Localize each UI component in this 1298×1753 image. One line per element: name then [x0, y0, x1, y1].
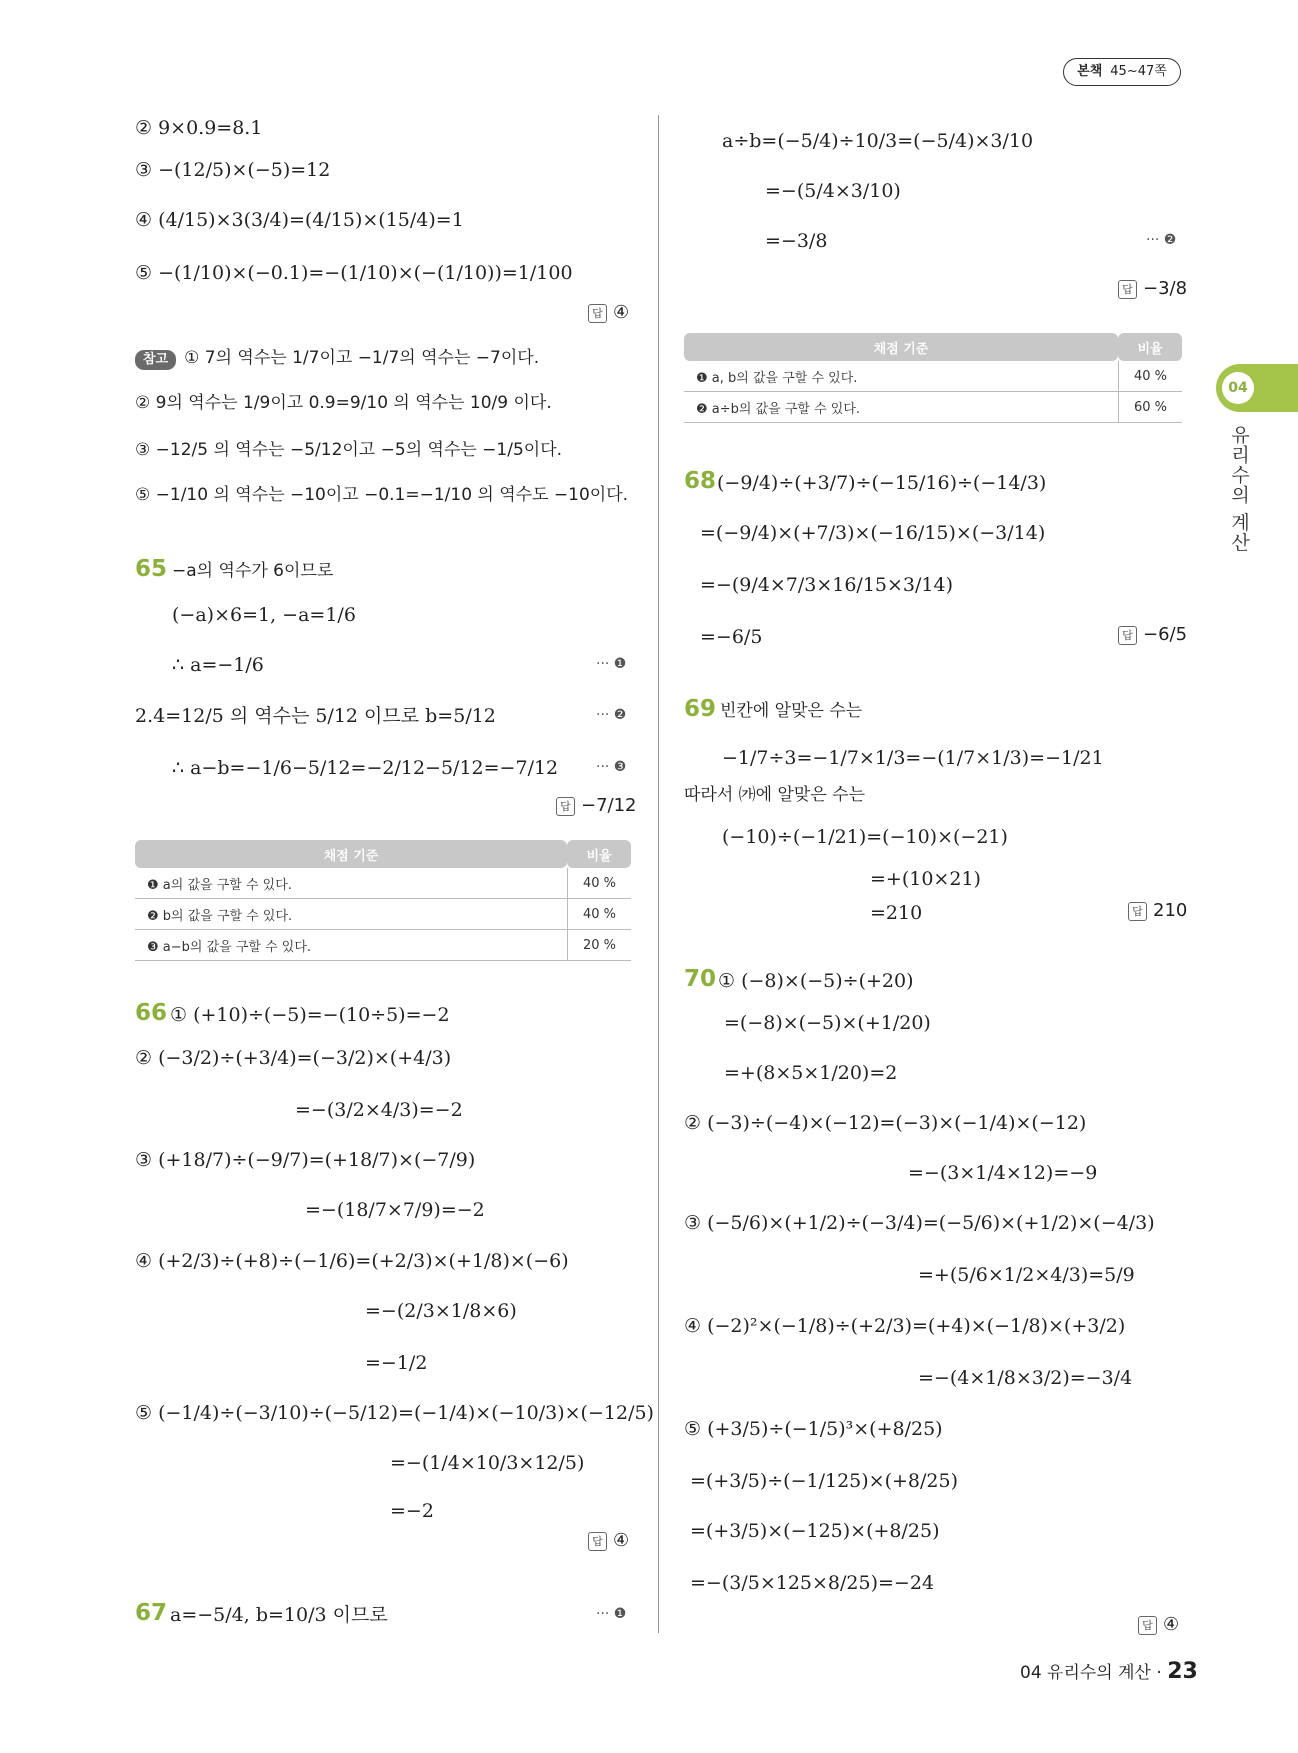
- solution-line: =+(5/6×1/2×4/3)=5/9: [918, 1264, 1135, 1286]
- answer-value: ④: [1163, 1614, 1180, 1635]
- grading-criterion: ❷ b의 값을 구할 수 있다.: [135, 899, 567, 930]
- grading-header-criteria: 채점 기준: [135, 840, 567, 868]
- answer-box-icon: 답: [588, 1532, 607, 1551]
- solution-line: =−6/5: [700, 626, 763, 648]
- answer-mark: [556, 795, 637, 816]
- solution-line: ⑤ (+3/5)÷(−1/5)³×(+8/25): [684, 1418, 943, 1440]
- solution-line: =+(10×21): [870, 868, 981, 890]
- solution-line: ③ (+18/7)÷(−9/7)=(+18/7)×(−7/9): [135, 1149, 476, 1171]
- answer-line: ③ −(12/5)×(−5)=12: [135, 159, 331, 181]
- grading-header-criteria: 채점 기준: [684, 333, 1118, 361]
- answer-mark: [588, 1530, 629, 1551]
- solution-line: =−(4×1/8×3/2)=−3/4: [918, 1367, 1133, 1389]
- page-number: 23: [1167, 1659, 1198, 1684]
- solution-line: =−1/2: [365, 1352, 428, 1374]
- note-text: ① 7의 역수는 1/7이고 −1/7의 역수는 −7이다.: [184, 348, 540, 368]
- grading-criterion: ❸ a−b의 값을 구할 수 있다.: [135, 930, 567, 961]
- chapter-number: 04: [1222, 372, 1254, 404]
- solution-line: (−10)÷(−1/21)=(−10)×(−21): [722, 826, 1008, 848]
- note-line: ⑤ −1/10 의 역수는 −10이고 −0.1=−1/10 의 역수도 −10이다.: [135, 485, 629, 505]
- solution-line: −a의 역수가 6이므로: [172, 561, 334, 581]
- solution-line: a=−5/4, b=10/3 이므로: [170, 1604, 388, 1626]
- grading-criterion: ❷ a÷b의 값을 구할 수 있다.: [684, 392, 1118, 423]
- answer-box-icon: 답: [588, 304, 607, 323]
- problem-number: 70: [684, 966, 717, 992]
- solution-line: =210: [870, 902, 923, 924]
- grading-criterion: ❶ a의 값을 구할 수 있다.: [135, 868, 567, 899]
- solution-line: ① (−8)×(−5)÷(+20): [718, 970, 914, 992]
- answer-value: 210: [1153, 900, 1188, 921]
- solution-line: (−9/4)÷(+3/7)÷(−15/16)÷(−14/3): [717, 472, 1047, 494]
- grading-ratio: 40 %: [1118, 361, 1182, 392]
- solution-line: ② (−3)÷(−4)×(−12)=(−3)×(−1/4)×(−12): [684, 1112, 1087, 1134]
- solution-line: =−3/8: [765, 230, 828, 252]
- solution-line: ④ (+2/3)÷(+8)÷(−1/6)=(+2/3)×(+1/8)×(−6): [135, 1250, 569, 1272]
- grading-criterion: ❶ a, b의 값을 구할 수 있다.: [684, 361, 1118, 392]
- solution-line: 2.4=12/5 의 역수는 5/12 이므로 b=5/12: [135, 705, 496, 727]
- answer-box-icon: 답: [1118, 626, 1137, 645]
- answer-mark: [1118, 624, 1187, 645]
- grading-table: [135, 840, 631, 961]
- column-divider: [658, 115, 659, 1633]
- page-range: 45~47쪽: [1110, 64, 1167, 79]
- answer-line: ② 9×0.9=8.1: [135, 117, 263, 139]
- answer-box-icon: 답: [1138, 1616, 1157, 1635]
- problem-number: 66: [135, 1000, 168, 1026]
- note-line: [135, 345, 539, 371]
- solution-line: a÷b=(−5/4)÷10/3=(−5/4)×3/10: [722, 130, 1034, 152]
- solution-line: ② (−3/2)÷(+3/4)=(−3/2)×(+4/3): [135, 1047, 452, 1069]
- step-marker: ··· ❶: [596, 1606, 627, 1622]
- solution-line: =−(18/7×7/9)=−2: [305, 1199, 485, 1221]
- grading-ratio: 40 %: [567, 899, 631, 930]
- answer-value: −7/12: [581, 795, 637, 816]
- answer-line: ④ (4/15)×3(3/4)=(4/15)×(15/4)=1: [135, 209, 464, 231]
- solution-line: ⑤ (−1/4)÷(−3/10)÷(−5/12)=(−1/4)×(−10/3)×(−12/5): [135, 1402, 654, 1424]
- solution-line: =−(9/4×7/3×16/15×3/14): [700, 574, 954, 596]
- grading-ratio: 40 %: [567, 868, 631, 899]
- grading-header-ratio: 비율: [567, 840, 631, 868]
- problem-number: 65: [135, 556, 168, 582]
- answer-value: −3/8: [1143, 278, 1188, 299]
- solution-line: =−2: [390, 1500, 434, 1522]
- grading-header-ratio: 비율: [1118, 333, 1182, 361]
- answer-box-icon: 답: [1128, 902, 1147, 921]
- problem-number: 68: [684, 468, 717, 494]
- solution-line: ∴ a=−1/6: [172, 654, 264, 676]
- solution-line: =(+3/5)÷(−1/125)×(+8/25): [690, 1470, 958, 1492]
- solution-line: =−(2/3×1/8×6): [365, 1300, 517, 1322]
- page-footer: 04 유리수의 계산 · 23: [1020, 1659, 1198, 1684]
- note-badge: 참고: [135, 350, 176, 370]
- step-marker: ··· ❷: [596, 707, 627, 723]
- main-book-label: 본책: [1077, 64, 1103, 79]
- solution-line: 따라서 ㈎에 알맞은 수는: [684, 785, 866, 805]
- answer-mark: [1128, 900, 1187, 921]
- solution-line: =−(3×1/4×12)=−9: [908, 1162, 1098, 1184]
- step-marker: ··· ❷: [1146, 232, 1177, 248]
- answer-value: ④: [613, 302, 630, 323]
- answer-mark: [588, 302, 629, 323]
- solution-line: ④ (−2)²×(−1/8)÷(+2/3)=(+4)×(−1/8)×(+3/2): [684, 1315, 1126, 1337]
- solution-line: =−(1/4×10/3×12/5): [390, 1452, 585, 1474]
- problem-number: 67: [135, 1600, 168, 1626]
- answer-value: −6/5: [1143, 624, 1188, 645]
- problem-number: 69: [684, 696, 717, 722]
- note-line: ③ −12/5 의 역수는 −5/12이고 −5의 역수는 −1/5이다.: [135, 440, 563, 460]
- page-reference-badge: [1063, 58, 1181, 86]
- answer-mark: [1118, 278, 1187, 299]
- solution-line: ∴ a−b=−1/6−5/12=−2/12−5/12=−7/12: [172, 757, 559, 779]
- solution-line: =(−8)×(−5)×(+1/20): [724, 1012, 931, 1034]
- chapter-title-vertical: 유리수의 계산: [1228, 425, 1250, 553]
- note-line: ② 9의 역수는 1/9이고 0.9=9/10 의 역수는 10/9 이다.: [135, 393, 552, 413]
- answer-box-icon: 답: [556, 797, 575, 816]
- solution-line: =−(5/4×3/10): [765, 180, 901, 202]
- step-marker: ··· ❶: [596, 656, 627, 672]
- answer-box-icon: 답: [1118, 280, 1137, 299]
- solution-line: (−a)×6=1, −a=1/6: [172, 604, 356, 626]
- solution-line: −1/7÷3=−1/7×1/3=−(1/7×1/3)=−1/21: [722, 747, 1104, 769]
- solution-line: =−(3/5×125×8/25)=−24: [690, 1572, 935, 1594]
- solution-line: ① (+10)÷(−5)=−(10÷5)=−2: [170, 1004, 450, 1026]
- step-marker: ··· ❸: [596, 759, 627, 775]
- solution-line: =(−9/4)×(+7/3)×(−16/15)×(−3/14): [700, 522, 1046, 544]
- solution-line: =(+3/5)×(−125)×(+8/25): [690, 1520, 940, 1542]
- footer-chapter: 04 유리수의 계산: [1020, 1663, 1151, 1683]
- solution-line: ③ (−5/6)×(+1/2)÷(−3/4)=(−5/6)×(+1/2)×(−4/3): [684, 1212, 1155, 1234]
- solution-line: =+(8×5×1/20)=2: [724, 1062, 898, 1084]
- answer-value: ④: [613, 1530, 630, 1551]
- grading-ratio: 20 %: [567, 930, 631, 961]
- grading-table: [684, 333, 1182, 423]
- grading-ratio: 60 %: [1118, 392, 1182, 423]
- answer-line: ⑤ −(1/10)×(−0.1)=−(1/10)×(−(1/10))=1/100: [135, 262, 573, 284]
- answer-mark: [1138, 1614, 1179, 1635]
- solution-line: 빈칸에 알맞은 수는: [720, 701, 863, 721]
- solution-line: =−(3/2×4/3)=−2: [295, 1099, 463, 1121]
